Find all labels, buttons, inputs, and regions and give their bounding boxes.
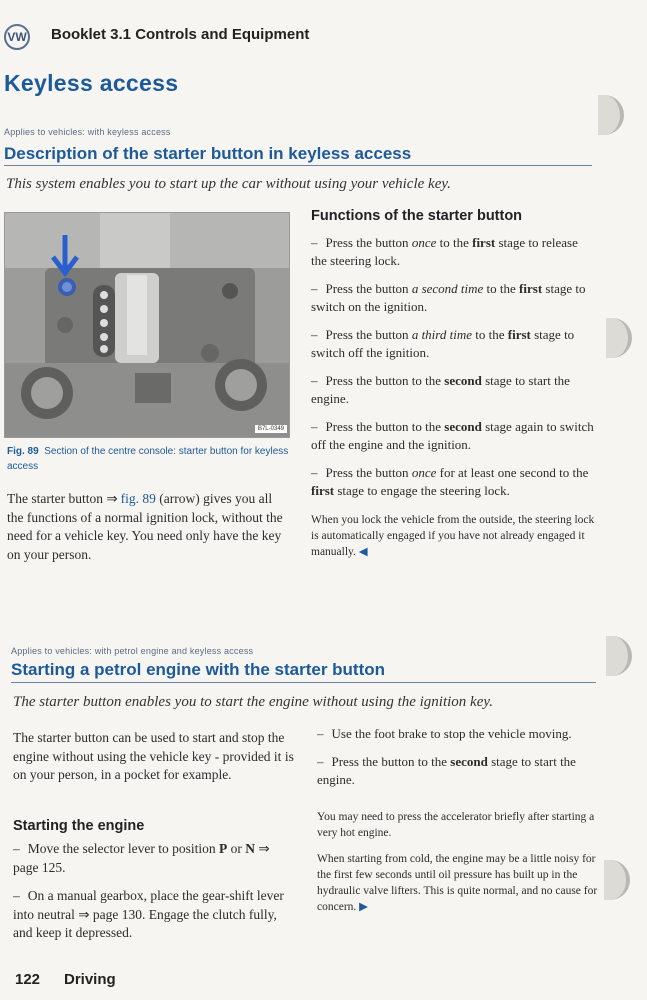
list-item: – Press the button to the second stage to start the engine. — [311, 373, 570, 406]
hot-engine-note: You may need to press the accelerator briefly after starting a very hot engine. — [317, 811, 595, 839]
end-marker-icon: ◀ — [358, 546, 368, 558]
body-text: The starter button — [7, 491, 107, 506]
heading-rule — [11, 682, 596, 683]
applies-to-petrol: Applies to vehicles: with petrol engine and keyless access — [11, 646, 254, 656]
starting-steps-right — [317, 725, 599, 915]
starting-steps-left — [13, 840, 297, 943]
section-lead: This system enables you to start up the car without using your vehicle key. — [6, 176, 451, 192]
booklet-title: Booklet 3.1 Controls and Equipment — [51, 26, 310, 43]
figure-code: B7L-0349 — [255, 425, 287, 433]
functions-heading: Functions of the starter button — [311, 208, 523, 224]
section-lead: The starter button enables you to start the engine without using the ignition key. — [13, 694, 493, 710]
starter-button-description — [7, 490, 287, 564]
figure-centre-console — [4, 212, 290, 438]
list-item: – Press the button once to the first stage to release the steering lock. — [311, 235, 578, 268]
list-item: – On a manual gearbox, place the gear-shift lever into neutral ⇒ page 130. Engage the clutch fully, and keep it depressed. — [13, 888, 284, 940]
figure-caption-text: Section of the centre console: starter button for keyless access — [7, 446, 289, 472]
continue-marker-icon: ▶ — [359, 901, 369, 913]
footer-section: Driving — [64, 971, 116, 988]
list-item: – Press the button to the second stage again to switch off the engine and the ignition. — [311, 419, 594, 452]
section2-body: The starter button can be used to start and stop the engine without using the vehicle key - provided it is on your person, in a pocket for example. — [13, 730, 294, 782]
figure-label: Fig. 89 — [7, 446, 39, 457]
figure-caption — [7, 444, 292, 474]
cold-start-note: When starting from cold, the engine may be a little noisy for the first few seconds until oil pressure has built up in the hydraulic valve lifters. This is quite normal, and no cause for concern. ▶ — [317, 853, 598, 913]
vw-logo — [4, 24, 30, 50]
section-heading-starter-button: Description of the starter button in keyless access — [4, 144, 412, 163]
list-item: – Press the button a third time to the first stage to switch off the ignition. — [311, 327, 575, 360]
list-item: – Press the button once for at least one second to the first stage to engage the steering lock. — [311, 465, 589, 498]
figure-link[interactable]: fig. 89 — [120, 491, 156, 506]
centre-console-illustration — [5, 213, 290, 438]
page-tab-decoration — [606, 636, 632, 676]
functions-list — [311, 234, 595, 560]
body-text-continued: (arrow) gives you all the functions of a normal ignition lock, without the need for a vehicle key. You need only have the key on your person. — [7, 491, 283, 562]
page-title: Keyless access — [4, 70, 179, 96]
page-tab-decoration — [604, 860, 630, 900]
list-item: – Use the foot brake to stop the vehicle moving. — [317, 726, 572, 741]
list-item: – Press the button a second time to the first stage to switch on the ignition. — [311, 281, 586, 314]
applies-to-keyless: Applies to vehicles: with keyless access — [4, 127, 171, 137]
reference-arrow: ⇒ — [106, 491, 118, 506]
starting-engine-heading: Starting the engine — [13, 818, 145, 834]
page-tab-decoration — [606, 318, 632, 358]
page-number: 122 — [15, 971, 41, 988]
logo-text: VW — [7, 30, 27, 44]
page-tab-decoration — [598, 95, 624, 135]
heading-rule — [4, 165, 592, 166]
steering-lock-note: When you lock the vehicle from the outside, the steering lock is automatically engaged if you have not already engaged it manually. ◀ — [311, 514, 595, 558]
list-item: – Move the selector lever to position P or N ⇒ page 125. — [13, 841, 270, 875]
section-heading-petrol-start: Starting a petrol engine with the starter button — [11, 660, 386, 679]
list-item: – Press the button to the second stage to start the engine. — [317, 754, 576, 787]
